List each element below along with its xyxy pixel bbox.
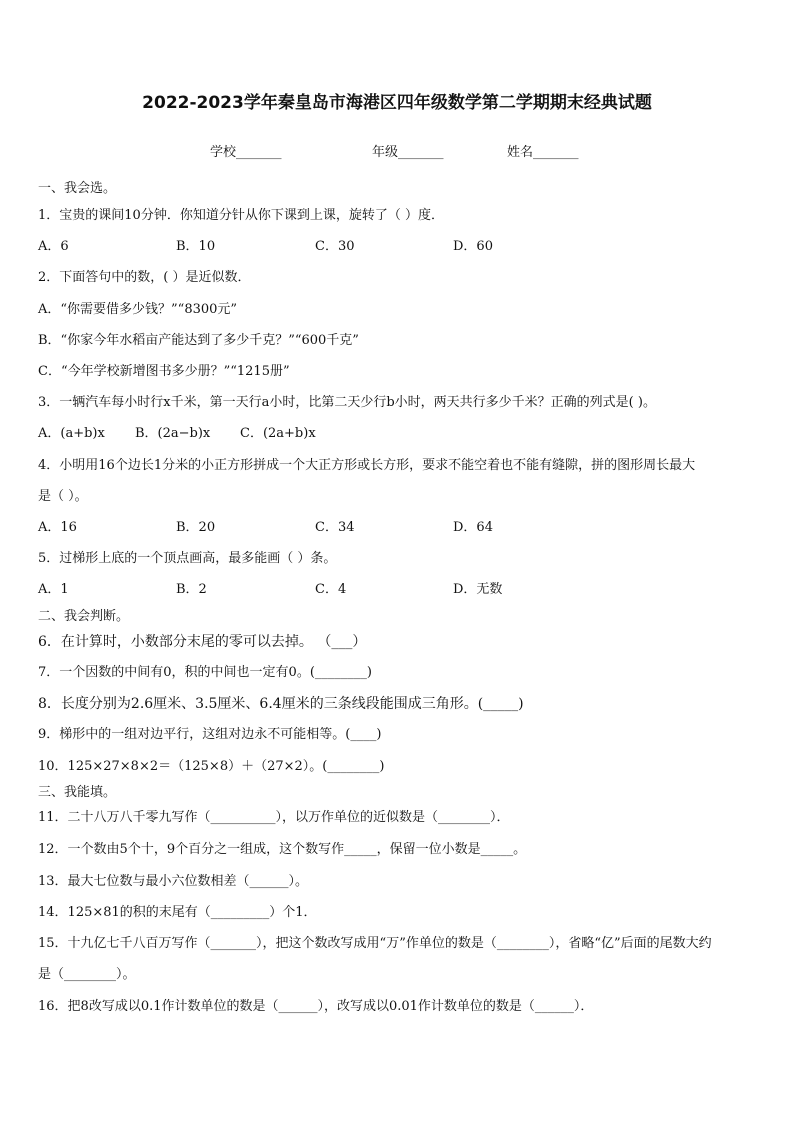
- question-13: 13．最大七位数与最小六位数相差（______）。: [38, 874, 309, 889]
- q4-option-c: C．34: [315, 520, 355, 535]
- question-12: 12．一个数由5个十，9个百分之一组成，这个数写作_____，保留一位小数是_____。: [38, 842, 527, 857]
- q4-option-a: A．16: [38, 520, 77, 535]
- section-heading-fill: 三、我能填。: [38, 785, 117, 800]
- section-heading-judge: 二、我会判断。: [38, 609, 130, 624]
- q3-option-b: B．(2a−b)x: [135, 426, 211, 441]
- question-1: 1．宝贵的课间10分钟．你知道分针从你下课到上课，旋转了（ ）度．: [38, 208, 444, 223]
- page-title: 2022-2023学年秦皇岛市海港区四年级数学第二学期期末经典试题: [142, 93, 652, 113]
- q2-option-c: C．“今年学校新增图书多少册？”“1215册”: [38, 364, 290, 379]
- question-15-cont: 是（________）。: [38, 967, 136, 982]
- question-5: 5．过梯形上底的一个顶点画高，最多能画（ ）条。: [38, 551, 337, 566]
- q3-option-c: C．(2a+b)x: [240, 426, 316, 441]
- q1-option-d: D．60: [453, 239, 493, 254]
- question-8: 8．长度分别为2.6厘米、3.5厘米、6.4厘米的三条线段能围成三角形。(_____): [38, 696, 524, 712]
- q5-option-d: D．无数: [453, 582, 503, 597]
- q2-option-b: B．“你家今年水稻亩产能达到了多少千克？”“600千克”: [38, 333, 359, 348]
- question-14: 14．125×81的积的末尾有（_________）个1．: [38, 905, 317, 920]
- q4-option-d: D．64: [453, 520, 493, 535]
- question-6: 6．在计算时，小数部分末尾的零可以去掉。 （___）: [38, 634, 367, 650]
- question-2: 2．下面答句中的数，( ）是近似数．: [38, 270, 251, 285]
- q5-option-a: A．1: [38, 582, 69, 597]
- question-3: 3．一辆汽车每小时行x千米，第一天行a小时，比第二天少行b小时，两天共行多少千米？正确的列式是( )。: [38, 395, 656, 410]
- question-11: 11．二十八万八千零九写作（__________），以万作单位的近似数是（________）．: [38, 810, 510, 825]
- q5-option-b: B．2: [176, 582, 207, 597]
- name-field: 姓名_______: [507, 145, 579, 160]
- question-10: 10．125×27×8×2＝（125×8）＋（27×2）。(________): [38, 759, 385, 774]
- q3-option-a: A．(a+b)x: [38, 426, 105, 441]
- question-9: 9．梯形中的一组对边平行，这组对边永不可能相等。(____): [38, 727, 382, 742]
- school-field: 学校_______: [210, 145, 282, 160]
- q1-option-c: C．30: [315, 239, 355, 254]
- question-4-cont: 是（ ）。: [38, 489, 88, 504]
- q2-option-a: A．“你需要借多少钱？”“8300元”: [38, 302, 238, 317]
- question-7: 7．一个因数的中间有0，积的中间也一定有0。(________): [38, 665, 372, 680]
- q5-option-c: C．4: [315, 582, 347, 597]
- q1-option-b: B．10: [176, 239, 216, 254]
- question-15: 15．十九亿七千八百万写作（_______），把这个数改写成用“万”作单位的数是（________），省略“亿”后面的尾数大约: [38, 936, 712, 951]
- q1-option-a: A．6: [38, 239, 69, 254]
- question-16: 16．把8改写成以0.1作计数单位的数是（______），改写成以0.01作计数单位的数是（______）．: [38, 999, 594, 1014]
- question-4: 4．小明用16个边长1分米的小正方形拼成一个大正方形或长方形，要求不能空着也不能有缝隙，拼的图形周长最大: [38, 458, 696, 473]
- q4-option-b: B．20: [176, 520, 216, 535]
- section-heading-choose: 一、我会选。: [38, 181, 117, 196]
- grade-field: 年级_______: [372, 145, 444, 160]
